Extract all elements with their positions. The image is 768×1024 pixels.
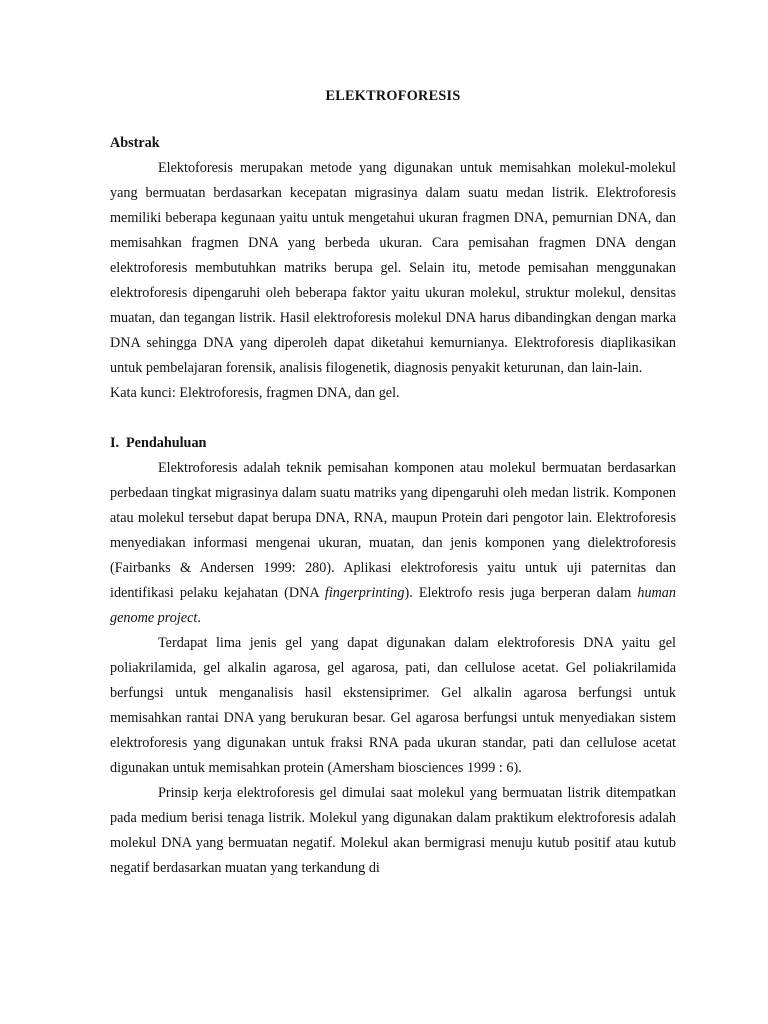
paragraph-1 bbox=[110, 456, 676, 631]
keywords-line: Kata kunci: Elektroforesis, fragmen DNA, dan gel. bbox=[110, 385, 400, 401]
paragraph-1-text-b: ). Elektrofo resis juga berperan dalam bbox=[404, 585, 638, 601]
paragraph-3: Prinsip kerja elektroforesis gel dimulai saat molekul yang bermuatan listrik ditempatkan pada medium berisi tenaga listrik. Molekul yang digunakan dalam praktikum elektroforesis adalah molekul DNA yang bermuatan negatif. Molekul akan bermigrasi menuju kutub positif atau kutub negatif berdasarkan muatan yang terkandung di bbox=[110, 785, 676, 876]
section-title: Pendahuluan bbox=[126, 435, 207, 451]
paragraph-2: Terdapat lima jenis gel yang dapat digunakan dalam elektroforesis DNA yaitu gel poliakrilamida, gel alkalin agarosa, gel agarosa, pati, dan cellulose acetat. Gel poliakrilamida berfungsi untuk menganalisis hasil ekstensiprimer. Gel alkalin agarosa berfungsi untuk memisahkan rantai DNA yang berukuran besar. Gel agarosa berfungsi untuk menyediakan sistem elektroforesis yang digunakan untuk fraksi RNA pada ukuran standar, pati dan cellulose acetat digunakan untuk memisahkan protein (Amersham biosciences 1999 : 6). bbox=[110, 635, 676, 776]
paragraph-1-italic-a: fingerprinting bbox=[324, 585, 405, 601]
paragraph-1-text-a: Elektroforesis adalah teknik pemisahan komponen atau molekul bermuatan berdasarkan perbedaan tingkat migrasinya dalam suatu matriks yang dipengaruhi oleh medan listrik. Komponen atau molekul tersebut dapat berupa DNA, RNA, maupun Protein dari pengotor lain. Elektroforesis menyediakan informasi mengenai ukuran, muatan, dan jenis komponen yang dielektroforesis (Fairbanks & Andersen 1999: 280). Aplikasi elektroforesis yaitu untuk uji paternitas dan identifikasi pelaku kejahatan (DNA bbox=[110, 460, 676, 601]
section-number: I. bbox=[110, 435, 120, 451]
section-heading-pendahuluan bbox=[110, 431, 676, 456]
paragraph-1-italic-b: human genome project bbox=[110, 585, 676, 626]
abstract-body: Elektoforesis merupakan metode yang digunakan untuk memisahkan molekul-molekul yang bermuatan berdasarkan kecepatan migrasinya dalam suatu medan listrik. Elektroforesis memiliki beberapa kegunaan yaitu untuk mengetahui ukuran fragmen DNA, pemurnian DNA, dan memisahkan fragmen DNA yang berbeda ukuran. Cara pemisahan fragmen DNA dengan elektroforesis membutuhkan matriks berupa gel. Selain itu, metode pemisahan menggunakan elektroforesis dipengaruhi oleh beberapa faktor yaitu ukuran molekul, struktur molekul, densitas muatan, dan tegangan listrik. Hasil elektroforesis molekul DNA harus dibandingkan dengan marka DNA sehingga DNA yang diperoleh dapat diketahui kemurnianya. Elektroforesis diaplikasikan untuk pembelajaran forensik, analisis filogenetik, diagnosis penyakit keturunan, dan lain-lain. bbox=[110, 160, 676, 376]
paragraph-1-text-c: . bbox=[197, 610, 201, 626]
abstract-heading: Abstrak bbox=[110, 135, 160, 151]
document-title: ELEKTROFORESIS bbox=[325, 88, 461, 104]
document-page bbox=[110, 84, 676, 881]
